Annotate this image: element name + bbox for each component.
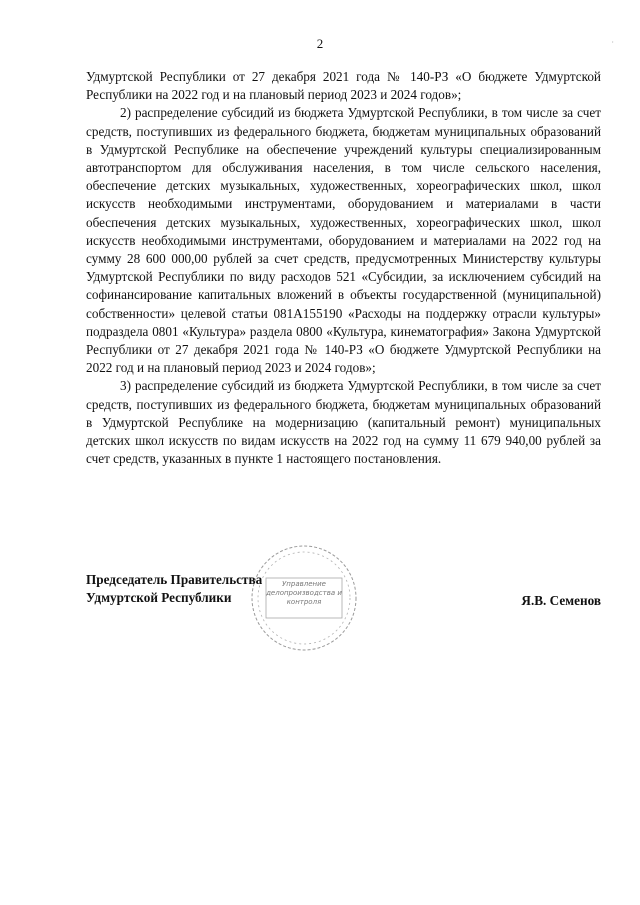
- paragraph-item-2: 2) распределение субсидий из бюджета Удмуртской Республики, в том числе за счет средств, поступивших из федерального бюджета, бюджетам муниципальных образований в Удмуртской Республике на обеспечение учреждений культуры специализированным автотранспортом для обслуживания населения, в том числе сельского населения, обеспечение детских музыкальных, художественных, хореографических школ, школ искусств необходимыми инструментами, оборудованием и материалами в части обеспечения детских музыкальных, художественных, хореографических школ, школ искусств необходимыми инструментами, оборудованием и материалами на 2022 год на сумму 28 600 000,00 рублей за счет средств, предусмотренных Министерству культуры Удмуртской Республики по виду расходов 521 «Субсидии, за исключением субсидий на софинансирование капитальных вложений в объекты государственной (муниципальной) собственности» целевой статьи 081A155190 «Расходы на поддержку отрасли культуры» подраздела 0801 «Культура» раздела 0800 «Культура, кинематография» Закона Удмуртской Республики от 27 декабря 2021 года № 140-РЗ «О бюджете Удмуртской Республики на 2022 год и на плановый период 2023 и 2024 годов»;: [86, 105, 601, 376]
- stamp-text: Управление делопроизводства и контроля: [266, 580, 342, 606]
- signer-title: [86, 571, 262, 607]
- signer-title-line-1: Председатель Правительства: [86, 572, 263, 587]
- signature-block: [86, 571, 601, 621]
- signer-name: Я.В. Семенов: [521, 593, 601, 608]
- signer-title-line-2: Удмуртской Республики: [86, 590, 232, 605]
- paragraph-item-3: 3) распределение субсидий из бюджета Удмуртской Республики, в том числе за счет средств, поступивших из федерального бюджета, бюджетам муниципальных образований в Удмуртской Республике на модернизацию (капитальный ремонт) муниципальных детских школ искусств по видам искусств на 2022 год на сумму 11 679 940,00 рублей за счет средств, указанных в пункте 1 настоящего постановления.: [86, 378, 601, 467]
- paragraph-continuation: Удмуртской Республики от 27 декабря 2021 года № 140-РЗ «О бюджете Удмуртской Республики на 2022 год и на плановый период 2023 и 2024 годов»;: [86, 69, 601, 103]
- corner-mark: ·: [611, 38, 614, 47]
- page-number: 2: [316, 36, 324, 51]
- document-body: [86, 68, 601, 468]
